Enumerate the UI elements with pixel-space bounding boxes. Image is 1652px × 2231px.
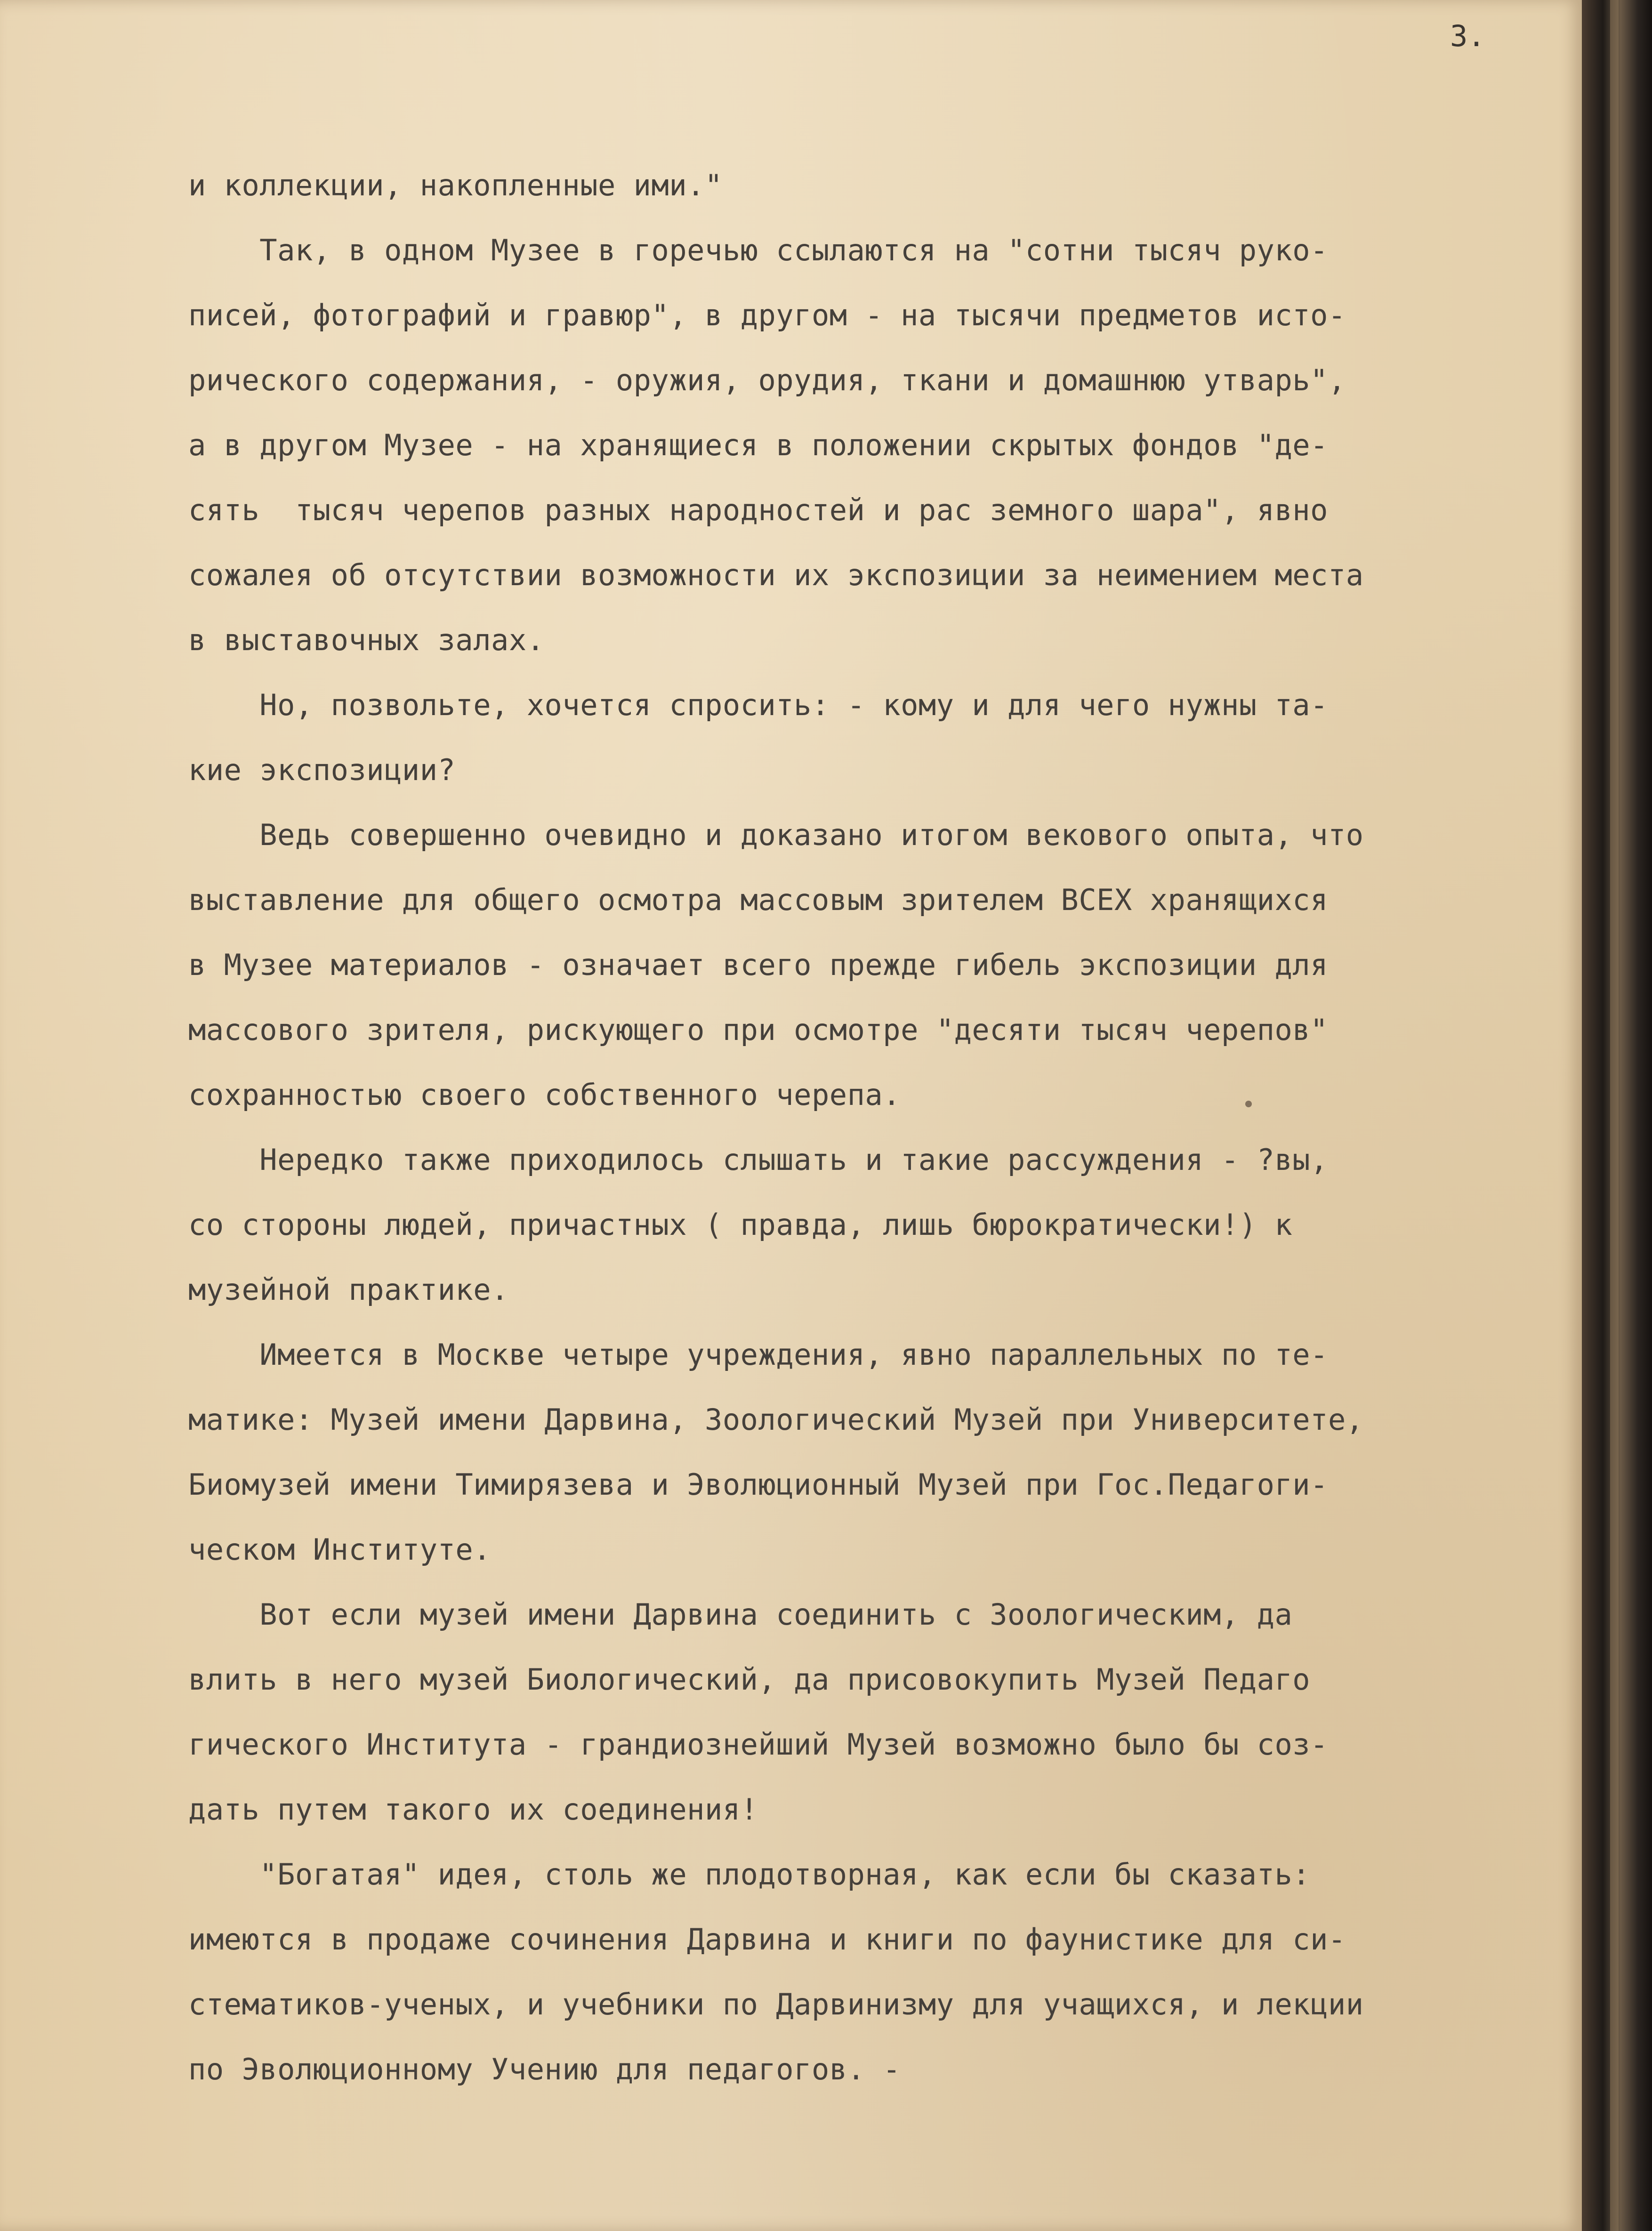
text-line: Вот если музей имени Дарвина соединить с Зоологическим, да [188, 1597, 1293, 1632]
text-line: дать путем такого их соединения! [188, 1792, 758, 1827]
text-line: ческом Институте. [188, 1532, 492, 1567]
text-line: рического содержания, - оружия, орудия, ткани и домашнюю утварь", [188, 363, 1346, 397]
text-line: Нередко также приходилось слышать и такие рассуждения - ?вы, [188, 1143, 1328, 1177]
text-line: Ведь совершенно очевидно и доказано итогом векового опыта, что [188, 818, 1364, 852]
text-line: сохранностью своего собственного черепа. [188, 1078, 901, 1112]
text-line: сять тысяч черепов разных народностей и рас земного шара", явно [188, 493, 1328, 527]
text-line: Имеется в Москве четыре учреждения, явно параллельных по те- [188, 1337, 1328, 1372]
text-line: и коллекции, накопленные ими." [188, 168, 723, 202]
text-line: массового зрителя, рискующего при осмотре "десяти тысяч черепов" [188, 1013, 1328, 1047]
text-line: Но, позвольте, хочется спросить: - кому и для чего нужны та- [188, 688, 1328, 722]
text-line: со стороны людей, причастных ( правда, лишь бюрократически!) к [188, 1208, 1293, 1242]
text-line: стематиков-ученых, и учебники по Дарвинизму для учащихся, и лекции [188, 1987, 1364, 2022]
text-line: музейной практике. [188, 1273, 509, 1307]
binding-strip [1610, 0, 1619, 2231]
text-line: по Эволюционному Учению для педагогов. - [188, 2052, 901, 2086]
text-line: влить в него музей Биологический, да присовокупить Музей Педаго [188, 1662, 1311, 1697]
ink-spot [1245, 1101, 1252, 1107]
text-line: матике: Музей имени Дарвина, Зоологический Музей при Университете, [188, 1402, 1364, 1437]
page-number: 3. [1450, 19, 1485, 53]
text-line: сожалея об отсутствии возможности их экспозиции за неимением места [188, 558, 1364, 592]
text-line: в выставочных залах. [188, 623, 545, 657]
typed-text-body [188, 153, 1582, 2102]
text-line: гического Института - грандиознейший Музей возможно было бы соз- [188, 1727, 1328, 1762]
text-line: в Музее материалов - означает всего прежде гибель экспозиции для [188, 948, 1328, 982]
text-line: Так, в одном Музее в горечью ссылаются на "сотни тысяч руко- [188, 233, 1328, 267]
text-line: Биомузей имени Тимирязева и Эволюционный Музей при Гос.Педагоги- [188, 1467, 1328, 1502]
text-line: выставление для общего осмотра массовым зрителем ВСЕХ хранящихся [188, 883, 1328, 917]
text-line: "Богатая" идея, столь же плодотворная, как если бы сказать: [188, 1857, 1311, 1892]
text-line: кие экспозиции? [188, 753, 456, 787]
text-line: а в другом Музее - на хранящиеся в положении скрытых фондов "де- [188, 428, 1328, 462]
text-line: имеются в продаже сочинения Дарвина и книги по фаунистике для си- [188, 1922, 1346, 1957]
text-line: писей, фотографий и гравюр", в другом - на тысячи предметов исто- [188, 298, 1346, 332]
